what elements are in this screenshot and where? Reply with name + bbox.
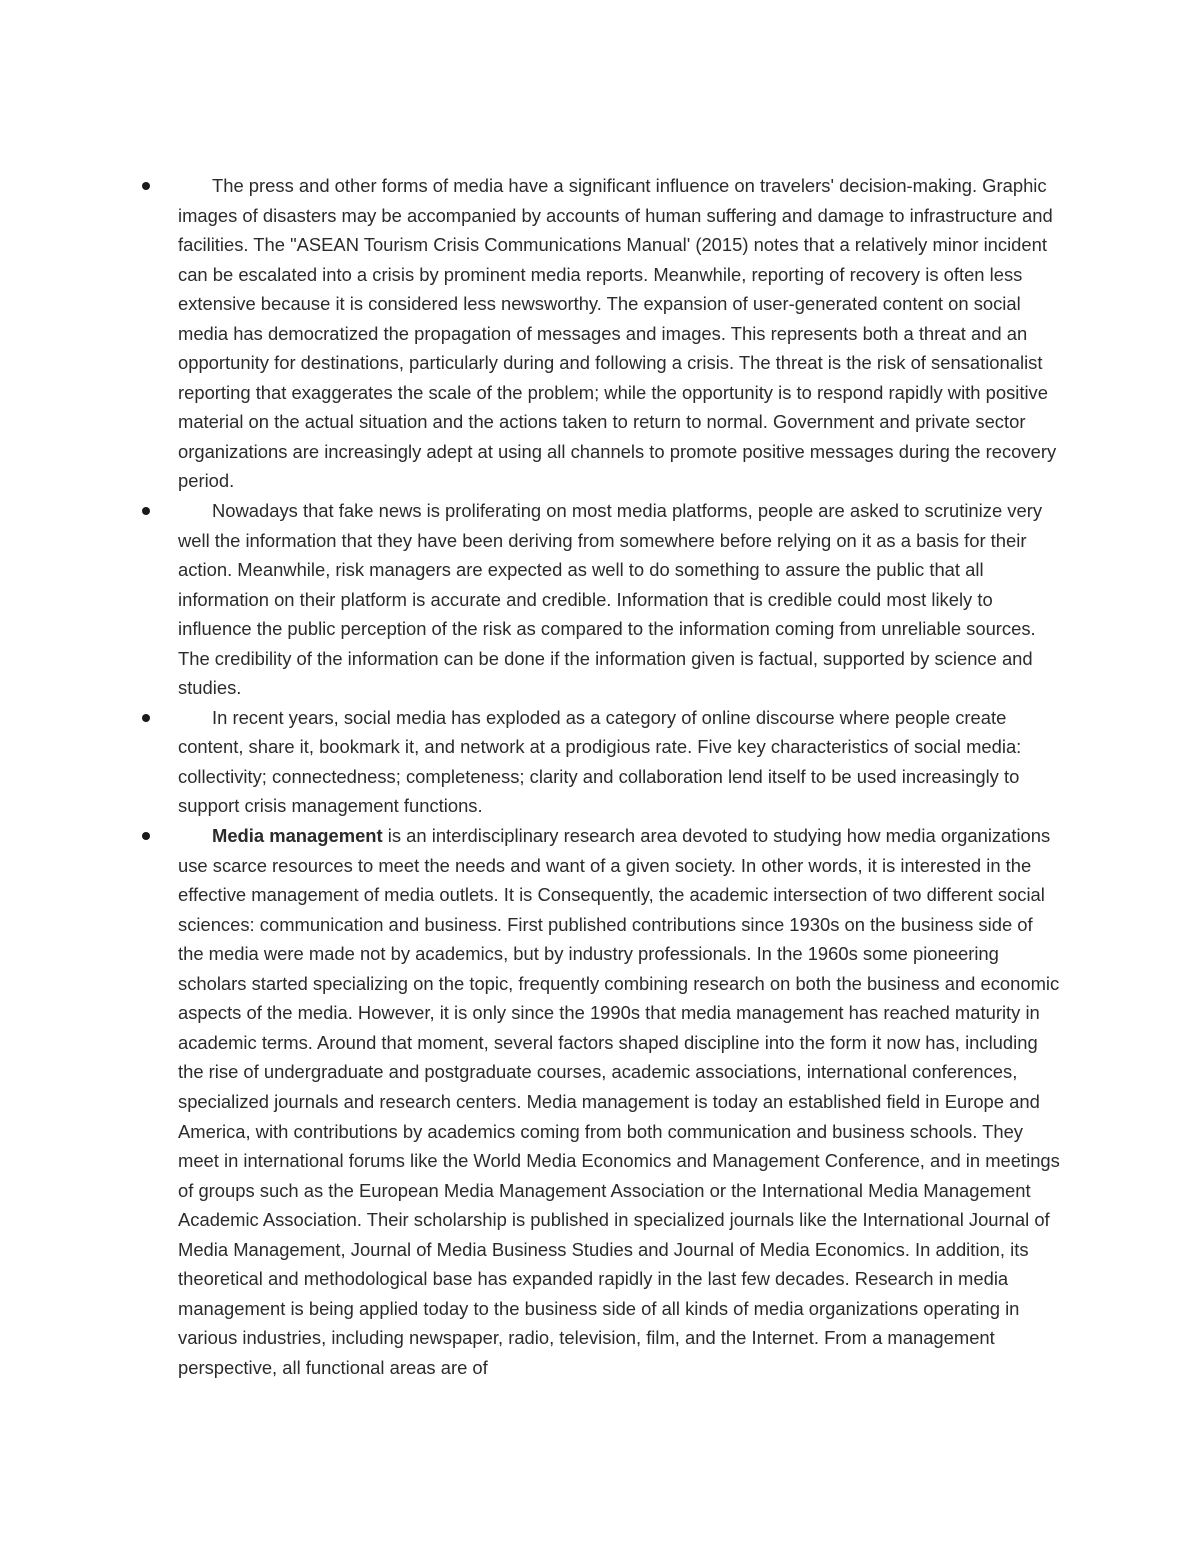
bullet-list bbox=[0, 171, 1200, 1382]
bullet-text: The press and other forms of media have a significant influence on travelers' decision-making. Graphic images of disasters may be accompanied by accounts of human suffering and damage to infrastructure and facilities. The "ASEAN Tourism Crisis Communications Manual' (2015) notes that a relatively minor incident can be escalated into a crisis by prominent media reports. Meanwhile, reporting of recovery is often less extensive because it is considered less newsworthy. The expansion of user-generated content on social media has democratized the propagation of messages and images. This represents both a threat and an opportunity for destinations, particularly during and following a crisis. The threat is the risk of sensationalist reporting that exaggerates the scale of the problem; while the opportunity is to respond rapidly with positive material on the actual situation and the actions taken to return to normal. Government and private sector organizations are increasingly adept at using all channels to promote positive messages during the recovery period. bbox=[178, 175, 1057, 492]
bullet-text: In recent years, social media has exploded as a category of online discourse where people create content, share it, bookmark it, and network at a prodigious rate. Five key characteristics of social media: collectivity; connectedness; completeness; clarity and collaboration lend itself to be used increasingly to support crisis management functions. bbox=[178, 706, 1022, 817]
bullet-dot-icon bbox=[142, 714, 150, 722]
bullet-bold-term: Media management bbox=[212, 825, 383, 847]
bullet-dot-icon bbox=[142, 182, 150, 190]
bullet-text: is an interdisciplinary research area devoted to studying how media organizations use scarce resources to meet the needs and want of a given society. In other words, it is interested in the effective management of media outlets. It is Consequently, the academic intersection of two different social sciences: communication and business. First published contributions since 1930s on the business side of the media were made not by academics, but by industry professionals. In the 1960s some pioneering scholars started specializing on the topic, frequently combining research on both the business and economic aspects of the media. However, it is only since the 1990s that media management has reached maturity in academic terms. Around that moment, several factors shaped discipline into the form it now has, including the rise of undergraduate and postgraduate courses, academic associations, international conferences, specialized journals and research centers. Media management is today an established field in Europe and America, with contributions by academics coming from both communication and business schools. They meet in international forums like the World Media Economics and Management Conference, and in meetings of groups such as the European Media Management Association or the International Media Management Academic Association. Their scholarship is published in specialized journals like the International Journal of Media Management, Journal of Media Business Studies and Journal of Media Economics. In addition, its theoretical and methodological base has expanded rapidly in the last few decades. Research in media management is being applied today to the business side of all kinds of media organizations operating in various industries, including newspaper, radio, television, film, and the Internet. From a management perspective, all functional areas are of bbox=[178, 825, 1060, 1378]
bullet-dot-icon bbox=[142, 832, 150, 840]
bullet-text: Nowadays that fake news is proliferating on most media platforms, people are asked to scrutinize very well the information that they have been deriving from somewhere before relying on it as a basis for their action. Meanwhile, risk managers are expected as well to do something to assure the public that all information on their platform is accurate and credible. Information that is credible could most likely to influence the public perception of the risk as compared to the information coming from unreliable sources. The credibility of the information can be done if the information given is factual, supported by science and studies. bbox=[178, 500, 1043, 699]
bullet-dot-icon bbox=[142, 507, 150, 515]
bullet-item-travel-media bbox=[0, 171, 1062, 496]
bullet-item-fake-news bbox=[0, 496, 1062, 703]
bullet-item-media-management bbox=[0, 821, 1062, 1382]
bullet-item-social-media bbox=[0, 703, 1062, 821]
